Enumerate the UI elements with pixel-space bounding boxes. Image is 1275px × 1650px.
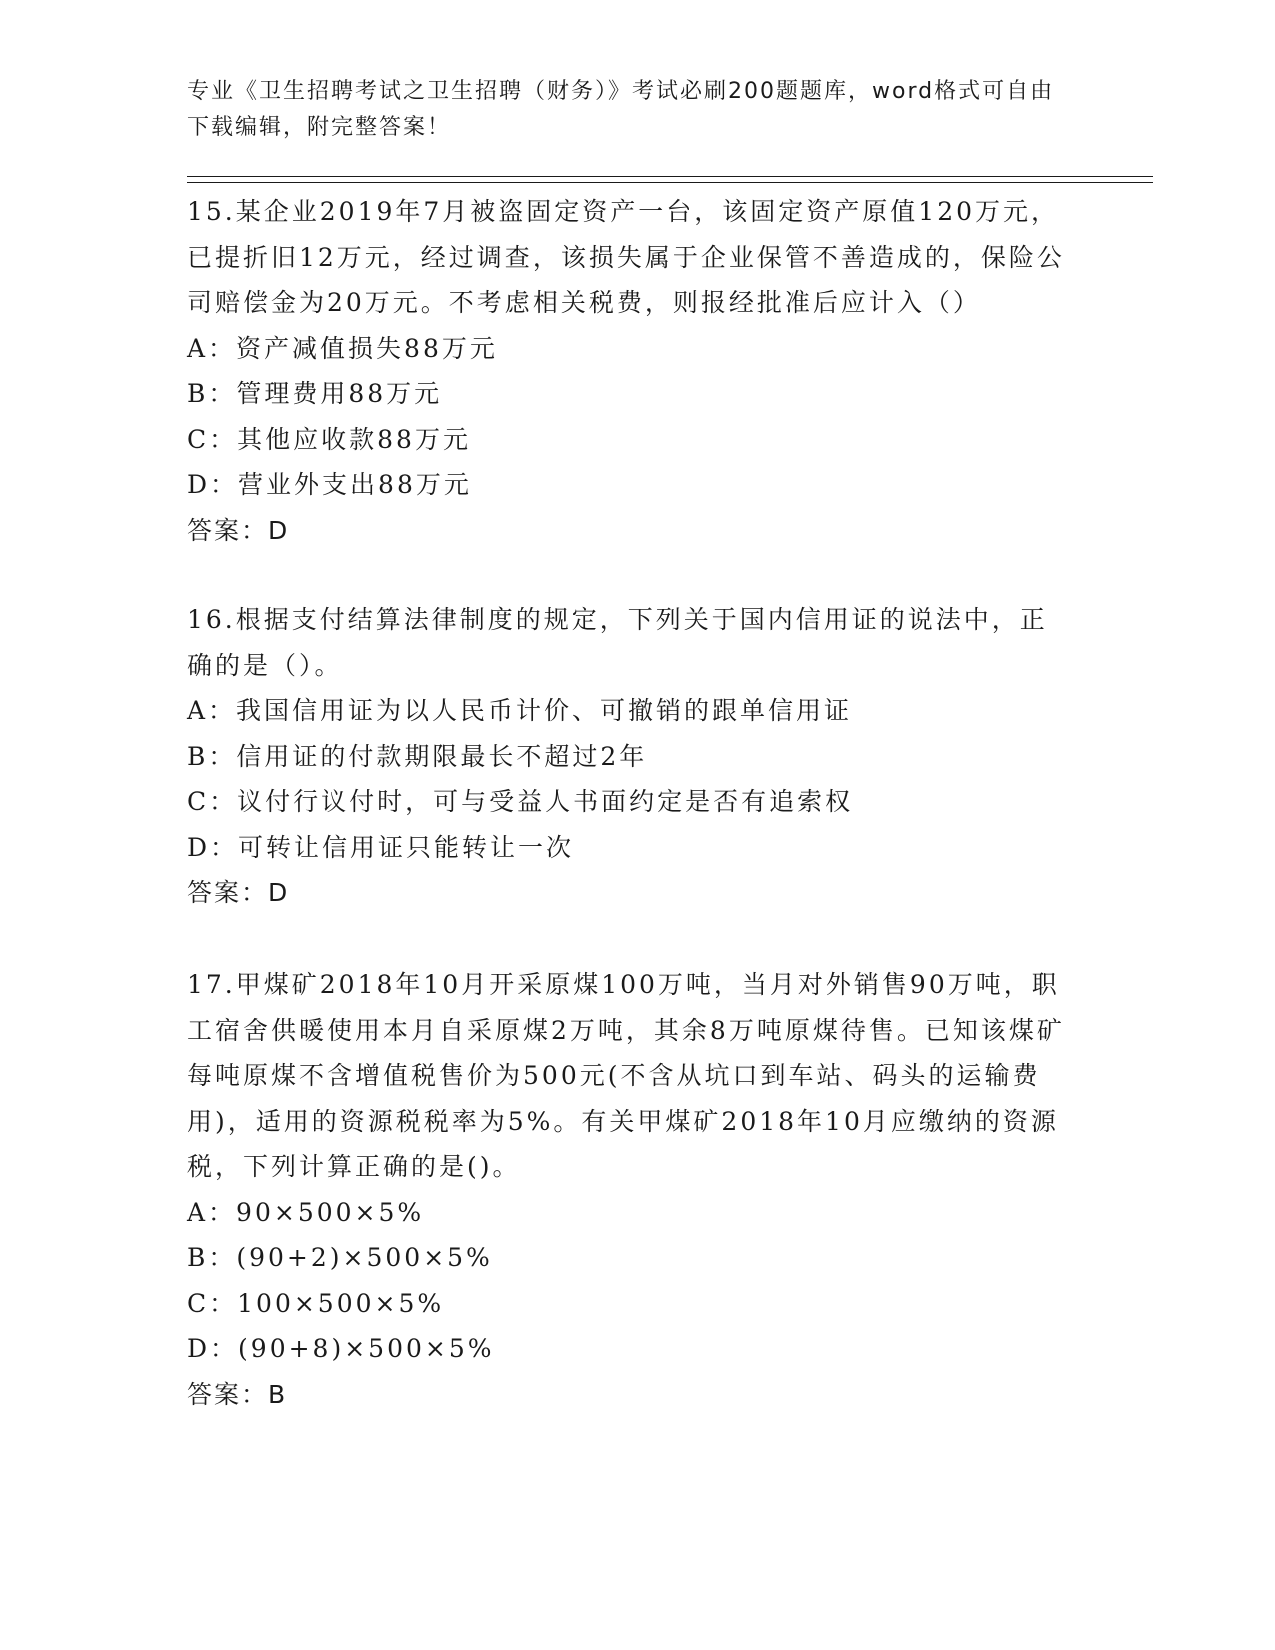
option-c: C：其他应收款88万元 [187, 424, 471, 454]
option-a: A：我国信用证为以人民币计价、可撤销的跟单信用证 [187, 696, 853, 725]
question-17 [187, 962, 1067, 1417]
option-c: C：100×500×5% [187, 1288, 445, 1318]
question-15 [187, 189, 1067, 553]
header-divider-top [187, 176, 1153, 177]
answer: 答案：D [187, 878, 290, 907]
question-stem: 15.某企业2019年7月被盗固定资产一台，该固定资产原值120万元，已提折旧12万元，经过调查，该损失属于企业保管不善造成的，保险公司赔偿金为20万元。不考虑相关税费，则报经批准后应计入（） [187, 197, 1065, 317]
option-c: C：议付行议付时，可与受益人书面约定是否有追索权 [187, 787, 854, 816]
option-b: B：(90+2)×500×5% [187, 1243, 493, 1272]
answer: 答案：D [187, 515, 290, 545]
option-d: D：可转让信用证只能转让一次 [187, 832, 575, 862]
option-b: B：管理费用88万元 [187, 379, 443, 408]
question-stem: 16.根据支付结算法律制度的规定，下列关于国内信用证的说法中，正确的是（）。 [187, 605, 1048, 680]
question-stem: 17.甲煤矿2018年10月开采原煤100万吨，当月对外销售90万吨，职工宿舍供暖使用本月自采原煤2万吨，其余8万吨原煤待售。已知该煤矿每吨原煤不含增值税售价为500元(不含从坑口到车站、码头的运输费用)，适用的资源税税率为5%。有关甲煤矿2018年10月应缴纳的资源税，下列计算正确的是()。 [187, 970, 1065, 1181]
header-divider-bottom [187, 182, 1153, 183]
option-d: D：(90+8)×500×5% [187, 1334, 495, 1363]
question-16 [187, 597, 1067, 916]
document-header: 专业《卫生招聘考试之卫生招聘（财务）》考试必刷200题题库，word格式可自由下载编辑，附完整答案！ [187, 79, 1055, 140]
option-a: A：资产减值损失88万元 [187, 333, 498, 363]
option-b: B：信用证的付款期限最长不超过2年 [187, 741, 648, 771]
option-d: D：营业外支出88万元 [187, 470, 472, 499]
answer: 答案：B [187, 1379, 288, 1409]
option-a: A：90×500×5% [187, 1197, 425, 1227]
